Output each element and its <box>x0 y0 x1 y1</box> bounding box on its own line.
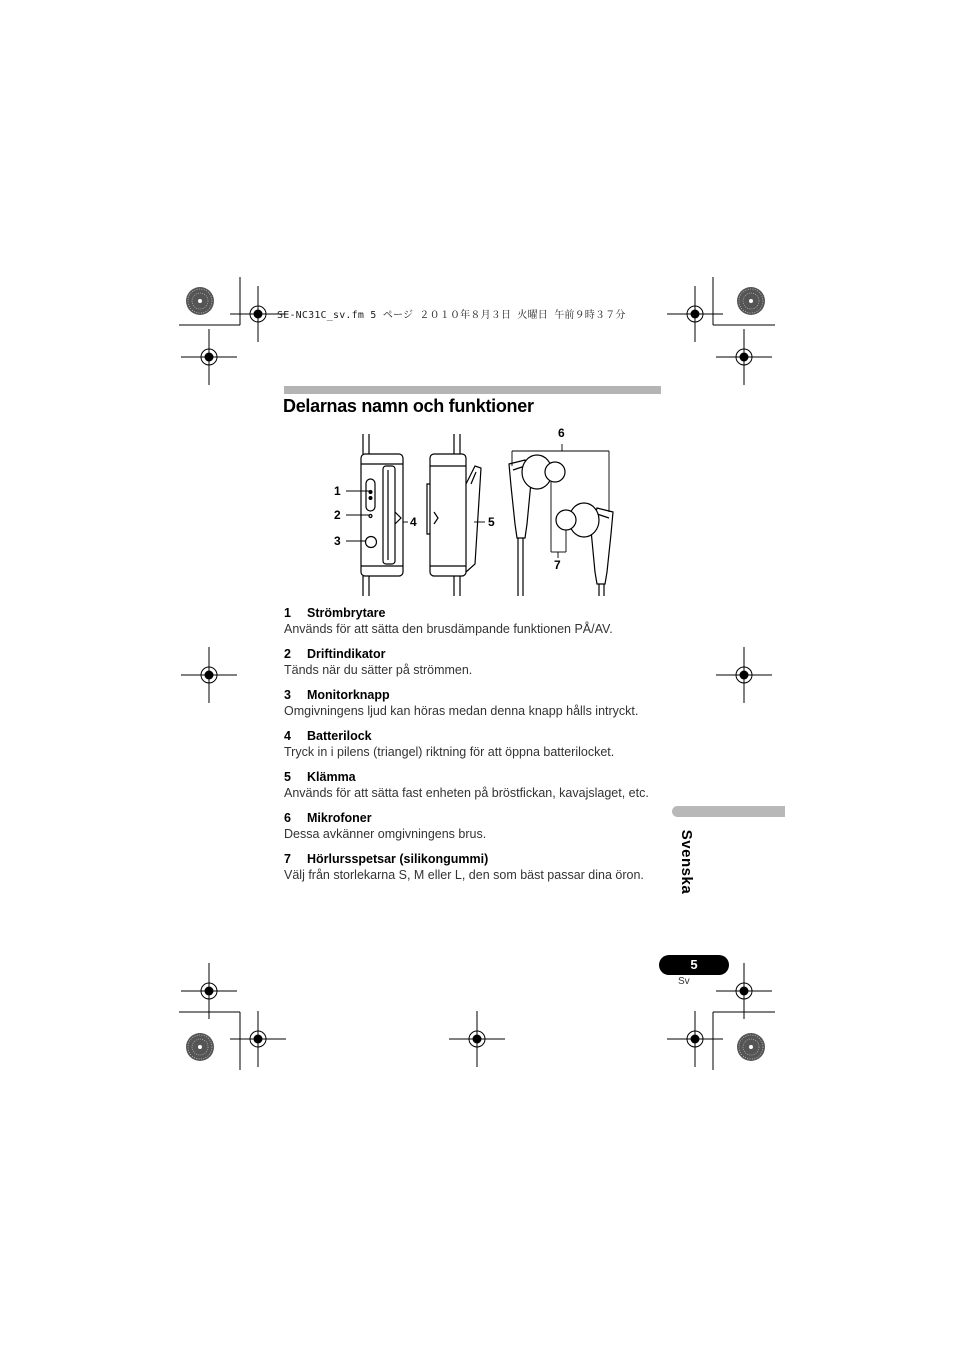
part-item <box>284 687 674 719</box>
parts-list <box>284 605 674 892</box>
part-number: 3 <box>284 688 291 702</box>
part-item <box>284 646 674 678</box>
part-name: Hörlursspetsar (silikongummi) <box>307 852 489 866</box>
part-description: Dessa avkänner omgivningens brus. <box>284 827 487 841</box>
part-description: Tryck in i pilens (triangel) riktning för att öppna batterilocket. <box>284 745 615 759</box>
crosshair-icon <box>716 329 772 385</box>
part-name: Klämma <box>307 770 356 784</box>
earphone-right <box>556 503 613 596</box>
callout-1: 1 <box>334 484 341 498</box>
page-number: 5 <box>659 955 729 975</box>
color-swatch-icon <box>186 287 214 315</box>
color-swatch-icon <box>737 1033 765 1061</box>
callout-4: 4 <box>410 515 417 529</box>
part-number: 1 <box>284 606 291 620</box>
language-tab-bar <box>672 806 785 817</box>
part-number: 2 <box>284 647 291 661</box>
part-item <box>284 810 674 842</box>
part-item <box>284 851 674 883</box>
part-name: Batterilock <box>307 729 372 743</box>
crosshair-icon <box>230 1011 286 1067</box>
print-file-header: SE-NC31C_sv.fm 5 ページ ２０１０年８月３日 火曜日 午前９時３７分 <box>277 310 626 321</box>
crosshair-icon <box>667 286 723 342</box>
part-item <box>284 769 674 801</box>
callout-7: 7 <box>554 558 561 572</box>
callout-5: 5 <box>488 515 495 529</box>
part-name: Strömbrytare <box>307 606 386 620</box>
earphone-left <box>509 455 565 596</box>
section-title: Delarnas namn och funktioner <box>283 396 534 416</box>
part-description: Välj från storlekarna S, M eller L, den som bäst passar dina öron. <box>284 868 644 882</box>
part-name: Mikrofoner <box>307 811 372 825</box>
part-name: Driftindikator <box>307 647 386 661</box>
part-description: Omgivningens ljud kan höras medan denna knapp hålls intryckt. <box>284 704 639 718</box>
control-unit-side <box>427 434 481 596</box>
part-name: Monitorknapp <box>307 688 390 702</box>
part-item <box>284 728 674 760</box>
crosshair-icon <box>181 329 237 385</box>
part-description: Tänds när du sätter på strömmen. <box>284 663 473 677</box>
color-swatch-icon <box>186 1033 214 1061</box>
crosshair-icon <box>667 1011 723 1067</box>
part-number: 4 <box>284 729 291 743</box>
callout-2: 2 <box>334 508 341 522</box>
page-language-code: Sv <box>678 976 690 987</box>
language-tab-label: Svenska <box>678 829 695 895</box>
section-title-bar <box>284 386 661 394</box>
part-number: 7 <box>284 852 291 866</box>
crosshair-icon <box>449 1011 505 1067</box>
part-number: 5 <box>284 770 291 784</box>
callout-3: 3 <box>334 534 341 548</box>
crosshair-icon <box>181 963 237 1019</box>
crosshair-icon <box>716 647 772 703</box>
part-item <box>284 605 674 637</box>
color-swatch-icon <box>737 287 765 315</box>
callout-6: 6 <box>558 426 565 440</box>
crosshair-icon <box>181 647 237 703</box>
part-number: 6 <box>284 811 291 825</box>
part-description: Används för att sätta den brusdämpande funktionen PÅ/AV. <box>284 622 613 636</box>
product-illustration <box>325 424 625 599</box>
part-description: Används för att sätta fast enheten på bröstfickan, kavajslaget, etc. <box>284 786 649 800</box>
